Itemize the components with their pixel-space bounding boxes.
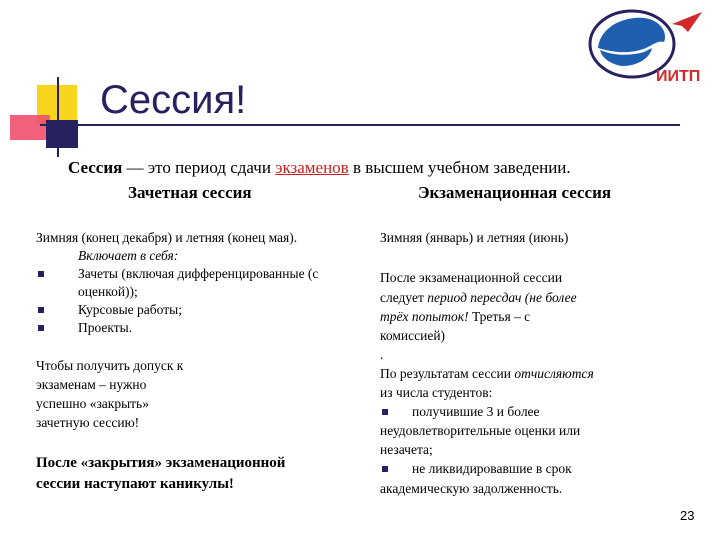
admit-line-2: экзаменам – нужно [36, 377, 147, 392]
page-number: 23 [680, 508, 695, 523]
intro-text: — это период сдачи [122, 158, 276, 177]
left-item-3: Проекты. [78, 320, 133, 335]
left-includes: Включает в себя: [78, 248, 179, 263]
admit-line-3: успешно «закрыть» [36, 396, 149, 411]
left-line1: Зимняя (конец декабря) и летняя (конец мая). [36, 230, 298, 245]
right-p5: . [380, 347, 384, 362]
title-underline [40, 124, 680, 126]
exams-link[interactable]: экзаменов [275, 158, 349, 177]
iitp-logo [560, 6, 710, 86]
right-line1: Зимняя (январь) и летняя (июнь) [380, 230, 569, 245]
bullet-icon [38, 307, 44, 313]
intro-text-end: в высшем учебном заведении. [348, 158, 571, 177]
bullet-icon [38, 271, 44, 277]
slide-title: Сессия! [100, 78, 247, 122]
right-p1: После экзаменационной сессии [380, 270, 563, 285]
left-item-2: Курсовые работы; [78, 302, 182, 317]
right-p4: комиссией) [380, 328, 446, 343]
bullet-icon [38, 325, 44, 331]
decor-red-square [10, 115, 50, 140]
bullet-icon [382, 409, 388, 415]
intro-term: Сессия [68, 158, 123, 177]
right-p3: трёх попыток! Третья – с [380, 309, 531, 324]
logo-text: ИИТП [656, 68, 701, 85]
right-bullet-1-cont: неудовлетворительные оценки или [380, 423, 581, 438]
admit-line-4: зачетную сессию! [36, 415, 140, 430]
bullet-icon [382, 466, 388, 472]
right-p6: По результатам сессии отчисляются [380, 366, 594, 381]
admit-line-1: Чтобы получить допуск к [36, 358, 184, 373]
left-heading: Зачетная сессия [128, 183, 252, 202]
right-p7: из числа студентов: [380, 385, 493, 400]
left-item-1: Зачеты (включая дифференцированные (с [78, 266, 319, 281]
right-bullet-2-cont: академическую задолженность. [380, 481, 563, 496]
right-heading: Экзаменационная сессия [418, 183, 612, 202]
right-bullet-1-end: незачета; [380, 442, 433, 457]
after-line-2: сессии наступают каникулы! [36, 476, 234, 492]
right-bullet-1: получившие 3 и более [412, 404, 540, 419]
left-item-1-cont: оценкой)); [78, 284, 138, 299]
right-p2: следует период пересдач (не более [380, 290, 577, 305]
decor-vertical-line [57, 77, 59, 157]
right-bullet-2: не ликвидировавшие в срок [412, 461, 572, 476]
intro-sentence [68, 158, 571, 178]
after-line-1: После «закрытия» экзаменационной [36, 455, 286, 471]
